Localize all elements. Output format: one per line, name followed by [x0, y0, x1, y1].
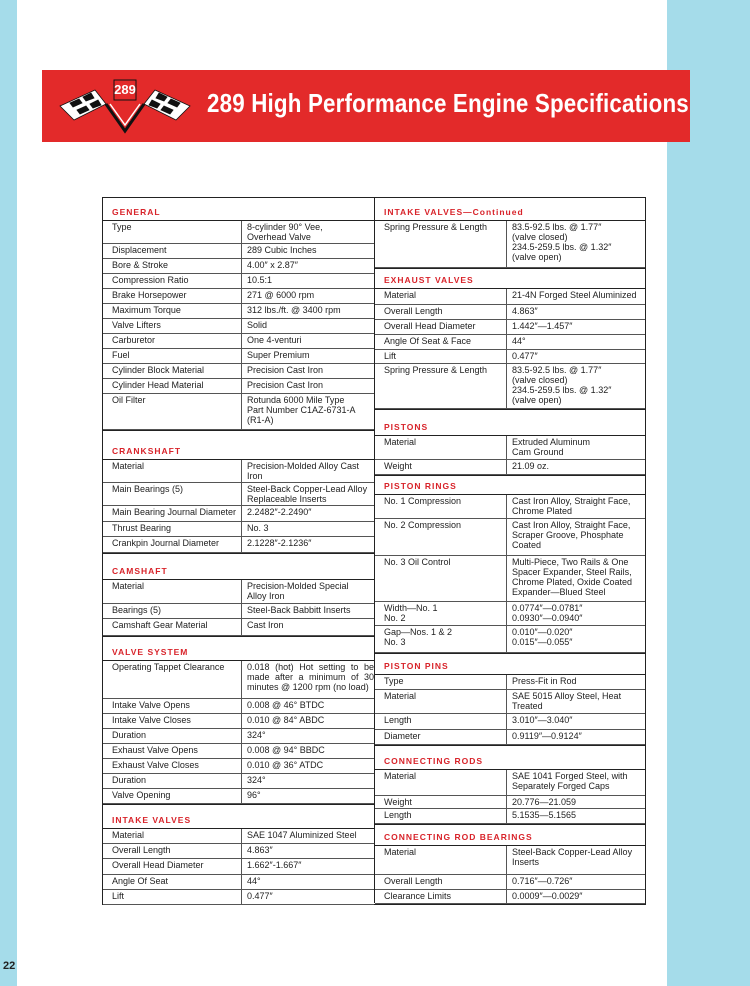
spec-label: Length: [384, 810, 412, 820]
spec-value: 0.477″: [241, 890, 374, 904]
spec-label: Intake Valve Opens: [112, 700, 190, 710]
spec-row-crankpin-journal-diameter: [103, 537, 374, 553]
spec-value: Steel-Back Copper-Lead Alloy Inserts: [506, 846, 645, 874]
spec-value: SAE 1047 Aluminized Steel: [241, 829, 374, 843]
spec-value: 0.9119″—0.9124″: [506, 730, 645, 744]
spec-value: 3.010″—3.040″: [506, 714, 645, 729]
spec-value: 8-cylinder 90° Vee, Overhead Valve: [241, 221, 374, 243]
section-heading-label: PISTONS: [384, 422, 429, 432]
crossed-flags-emblem-icon: [50, 76, 200, 136]
section-heading-valve-system: [103, 636, 374, 661]
section-heading-label: PISTON RINGS: [384, 481, 457, 491]
spec-row-overall-length: [375, 305, 645, 320]
section-heading-label: CAMSHAFT: [112, 566, 168, 576]
section-heading-connecting-rod-bearings: [375, 824, 645, 846]
spec-label: Main Bearings (5): [112, 484, 184, 494]
section-heading-label: CONNECTING RODS: [384, 756, 484, 766]
spec-row-fuel: [103, 349, 374, 364]
spec-row-lift: [375, 350, 645, 364]
page-number: 22: [3, 960, 16, 972]
spec-label: Thrust Bearing: [112, 523, 172, 533]
spec-label: Angle Of Seat & Face: [384, 336, 472, 346]
section-heading-label: CRANKSHAFT: [112, 446, 182, 456]
spec-row-overall-length: [375, 875, 645, 890]
spec-label: Fuel: [112, 350, 130, 360]
spec-label: Material: [384, 691, 417, 701]
spec-value: 0.008 @ 46° BTDC: [241, 699, 374, 713]
spec-value: 289 Cubic Inches: [241, 244, 374, 258]
spec-value: 44°: [241, 875, 374, 889]
spec-row-brake-horsepower: [103, 289, 374, 304]
spec-label: Spring Pressure & Length: [384, 222, 488, 232]
section-heading-general: [103, 198, 374, 221]
spec-label: Exhaust Valve Opens: [112, 745, 198, 755]
spec-value: Cast Iron Alloy, Straight Face, Chrome Plated: [506, 495, 645, 518]
spec-value: Precision-Molded Alloy Cast Iron: [241, 460, 374, 482]
spec-row-intake-valve-closes: [103, 714, 374, 729]
spec-value: Rotunda 6000 Mile Type Part Number C1AZ-6731-A (R1-A): [241, 394, 374, 429]
section-heading-label: INTAKE VALVES: [112, 815, 192, 825]
spec-label: Duration: [112, 775, 147, 785]
spec-label: Material: [384, 771, 417, 781]
right-side-band: [667, 0, 750, 986]
spec-value: Multi-Piece, Two Rails & One Spacer Expander, Steel Rails, Chrome Plated, Oxide Coated Expander—Blued Steel: [506, 556, 645, 601]
section-heading-pistons: [375, 409, 645, 436]
spec-label: Camshaft Gear Material: [112, 620, 208, 630]
spec-row-valve-opening: [103, 789, 374, 804]
spec-label: Overall Length: [112, 845, 171, 855]
section-heading-label: GENERAL: [112, 207, 161, 217]
left-side-band: [0, 0, 17, 986]
spec-label: Width—No. 1 No. 2: [384, 603, 438, 623]
spec-row-oil-filter: [103, 394, 374, 430]
spec-value: Cast Iron: [241, 619, 374, 635]
spec-row-no-1-compression: [375, 495, 645, 519]
spec-value: Super Premium: [241, 349, 374, 363]
spec-value: 0.010 @ 36° ATDC: [241, 759, 374, 773]
spec-value: 2.1228″-2.1236″: [241, 537, 374, 552]
spec-value: 0.008 @ 94° BBDC: [241, 744, 374, 758]
spec-value: 4.863″: [241, 844, 374, 858]
spec-row-material: [375, 846, 645, 875]
spec-row-overall-length: [103, 844, 374, 859]
spec-label: Clearance Limits: [384, 891, 452, 901]
spec-row-operating-tappet-clearance: [103, 661, 374, 699]
spec-value: 20.776—21.059: [506, 796, 645, 808]
spec-row-main-bearing-journal-diameter: [103, 506, 374, 522]
spec-label: Weight: [384, 461, 412, 471]
spec-row-diameter: [375, 730, 645, 745]
spec-value: 44°: [506, 335, 645, 349]
spec-value: One 4-venturi: [241, 334, 374, 348]
spec-label: Main Bearing Journal Diameter: [112, 507, 237, 517]
spec-row-width-no-1-no-2: [375, 602, 645, 626]
spec-value: 271 @ 6000 rpm: [241, 289, 374, 303]
spec-label: Operating Tappet Clearance: [112, 662, 225, 672]
spec-value: SAE 1041 Forged Steel, with Separately Forged Caps: [506, 770, 645, 795]
spec-row-bore-stroke: [103, 259, 374, 274]
spec-value: 2.2482″-2.2490″: [241, 506, 374, 521]
spec-label: Compression Ratio: [112, 275, 189, 285]
spec-value: 10.5:1: [241, 274, 374, 288]
spec-label: No. 2 Compression: [384, 520, 462, 530]
spec-label: Gap—Nos. 1 & 2 No. 3: [384, 627, 453, 647]
spec-row-maximum-torque: [103, 304, 374, 319]
spec-row-cylinder-head-material: [103, 379, 374, 394]
spec-value: 4.863″: [506, 305, 645, 319]
spec-label: Diameter: [384, 731, 421, 741]
spec-label: Intake Valve Closes: [112, 715, 191, 725]
spec-row-exhaust-valve-opens: [103, 744, 374, 759]
section-heading-intake-valves: [103, 804, 374, 829]
spec-label: Lift: [384, 351, 397, 361]
spec-value: 96°: [241, 789, 374, 803]
spec-value: Solid: [241, 319, 374, 333]
spec-row-type: [375, 675, 645, 690]
spec-row-material: [375, 690, 645, 714]
spec-row-material: [103, 580, 374, 604]
spec-label: Valve Lifters: [112, 320, 161, 330]
spec-value: Press-Fit in Rod: [506, 675, 645, 689]
title-banner: [42, 70, 690, 142]
spec-label: Maximum Torque: [112, 305, 181, 315]
spec-value: 0.0009″—0.0029″: [506, 890, 645, 903]
spec-label: No. 3 Oil Control: [384, 557, 451, 567]
spec-row-valve-lifters: [103, 319, 374, 334]
spec-label: Spring Pressure & Length: [384, 365, 488, 375]
spec-value: 83.5-92.5 lbs. @ 1.77″ (valve closed) 234.5-259.5 lbs. @ 1.32″ (valve open): [506, 364, 645, 408]
spec-value: 4.00″ x 2.87″: [241, 259, 374, 273]
spec-label: Material: [384, 437, 417, 447]
spec-value: Precision-Molded Special Alloy Iron: [241, 580, 374, 603]
spec-row-weight: [375, 796, 645, 809]
spec-label: Material: [112, 830, 145, 840]
spec-value: 0.018 (hot) Hot setting to be made after a minimum of 30 minutes @ 1200 rpm (no load): [241, 661, 374, 698]
spec-row-overall-head-diameter: [103, 859, 374, 875]
spec-row-main-bearings-5: [103, 483, 374, 506]
spec-label: Material: [112, 581, 145, 591]
section-heading-label: EXHAUST VALVES: [384, 275, 474, 285]
spec-label: Bearings (5): [112, 605, 162, 615]
spec-value: 0.010″—0.020″ 0.015″—0.055″: [506, 626, 645, 652]
spec-value: 1.662″-1.667″: [241, 859, 374, 874]
spec-row-intake-valve-opens: [103, 699, 374, 714]
spec-row-material: [103, 460, 374, 483]
spec-label: Weight: [384, 797, 412, 807]
specifications-table: [102, 197, 646, 905]
spec-value: Steel-Back Copper-Lead Alloy Replaceable Inserts: [241, 483, 374, 505]
spec-row-type: [103, 221, 374, 244]
spec-label: Cylinder Head Material: [112, 380, 204, 390]
spec-label: Length: [384, 715, 412, 725]
spec-label: Displacement: [112, 245, 167, 255]
spec-value: 0.010 @ 84° ABDC: [241, 714, 374, 728]
section-heading-connecting-rods: [375, 745, 645, 770]
spec-row-cylinder-block-material: [103, 364, 374, 379]
spec-label: Material: [384, 847, 417, 857]
spec-label: Bore & Stroke: [112, 260, 169, 270]
spec-row-overall-head-diameter: [375, 320, 645, 335]
spec-row-lift: [103, 890, 374, 905]
spec-row-length: [375, 714, 645, 730]
spec-label: Overall Head Diameter: [384, 321, 476, 331]
spec-row-exhaust-valve-closes: [103, 759, 374, 774]
section-heading-label: CONNECTING ROD BEARINGS: [384, 832, 533, 842]
spec-value: 324°: [241, 774, 374, 788]
spec-row-duration: [103, 774, 374, 789]
spec-value: 5.1535—5.1565: [506, 809, 645, 823]
spec-label: Material: [112, 461, 145, 471]
spec-value: Steel-Back Babbitt Inserts: [241, 604, 374, 618]
spec-row-spring-pressure-length: [375, 364, 645, 409]
spec-row-material: [375, 436, 645, 460]
spec-row-spring-pressure-length: [375, 221, 645, 268]
spec-row-material: [375, 770, 645, 796]
spec-value: 83.5-92.5 lbs. @ 1.77″ (valve closed) 234.5-259.5 lbs. @ 1.32″ (valve open): [506, 221, 645, 267]
spec-row-weight: [375, 460, 645, 475]
section-heading-exhaust-valves: [375, 268, 645, 289]
spec-label: Lift: [112, 891, 125, 901]
spec-row-gap-nos-1-2-no-3: [375, 626, 645, 653]
emblem-289-label: 289: [114, 82, 136, 97]
spec-label: No. 1 Compression: [384, 496, 462, 506]
section-heading-label: PISTON PINS: [384, 661, 449, 671]
spec-label: Duration: [112, 730, 147, 740]
spec-row-carburetor: [103, 334, 374, 349]
spec-value: 21-4N Forged Steel Aluminized: [506, 289, 645, 304]
spec-value: 0.716″—0.726″: [506, 875, 645, 889]
spec-value: Extruded Aluminum Cam Ground: [506, 436, 645, 459]
spec-value: SAE 5015 Alloy Steel, Heat Treated: [506, 690, 645, 713]
spec-value: Cast Iron Alloy, Straight Face, Scraper Groove, Phosphate Coated: [506, 519, 645, 555]
spec-label: Overall Head Diameter: [112, 860, 204, 870]
spec-label: Carburetor: [112, 335, 156, 345]
spec-row-camshaft-gear-material: [103, 619, 374, 636]
section-heading-camshaft: [103, 553, 374, 580]
spec-row-length: [375, 809, 645, 824]
spec-label: Material: [384, 290, 417, 300]
section-heading-piston-pins: [375, 653, 645, 675]
section-heading-crankshaft: [103, 430, 374, 460]
page-title: 289 High Performance Engine Specifications: [207, 88, 689, 118]
spec-value: 312 lbs./ft. @ 3400 rpm: [241, 304, 374, 318]
spec-label: Overall Length: [384, 306, 443, 316]
spec-label: Cylinder Block Material: [112, 365, 205, 375]
spec-row-angle-of-seat-face: [375, 335, 645, 350]
spec-label: Type: [112, 222, 132, 232]
spec-value: 324°: [241, 729, 374, 743]
spec-row-angle-of-seat: [103, 875, 374, 890]
spec-row-material: [375, 289, 645, 305]
spec-value: Precision Cast Iron: [241, 379, 374, 393]
spec-label: Overall Length: [384, 876, 443, 886]
spec-row-no-3-oil-control: [375, 556, 645, 602]
spec-label: Oil Filter: [112, 395, 146, 405]
spec-value: 0.0774″—0.0781″ 0.0930″—0.0940″: [506, 602, 645, 625]
section-heading-label: INTAKE VALVES—Continued: [384, 207, 524, 217]
spec-value: 21.09 oz.: [506, 460, 645, 474]
section-heading-label: VALVE SYSTEM: [112, 647, 189, 657]
spec-label: Type: [384, 676, 404, 686]
spec-row-material: [103, 829, 374, 844]
spec-value: No. 3: [241, 522, 374, 536]
spec-row-no-2-compression: [375, 519, 645, 556]
spec-row-displacement: [103, 244, 374, 259]
spec-label: Brake Horsepower: [112, 290, 187, 300]
spec-row-duration: [103, 729, 374, 744]
spec-label: Valve Opening: [112, 790, 171, 800]
spec-label: Crankpin Journal Diameter: [112, 538, 220, 548]
spec-row-thrust-bearing: [103, 522, 374, 537]
section-heading-intake-valves-continued: [375, 198, 645, 221]
spec-row-compression-ratio: [103, 274, 374, 289]
spec-value: 1.442″—1.457″: [506, 320, 645, 334]
spec-value: Precision Cast Iron: [241, 364, 374, 378]
section-heading-piston-rings: [375, 475, 645, 495]
spec-row-clearance-limits: [375, 890, 645, 904]
spec-label: Exhaust Valve Closes: [112, 760, 199, 770]
spec-value: 0.477″: [506, 350, 645, 363]
spec-label: Angle Of Seat: [112, 876, 169, 886]
spec-row-bearings-5: [103, 604, 374, 619]
